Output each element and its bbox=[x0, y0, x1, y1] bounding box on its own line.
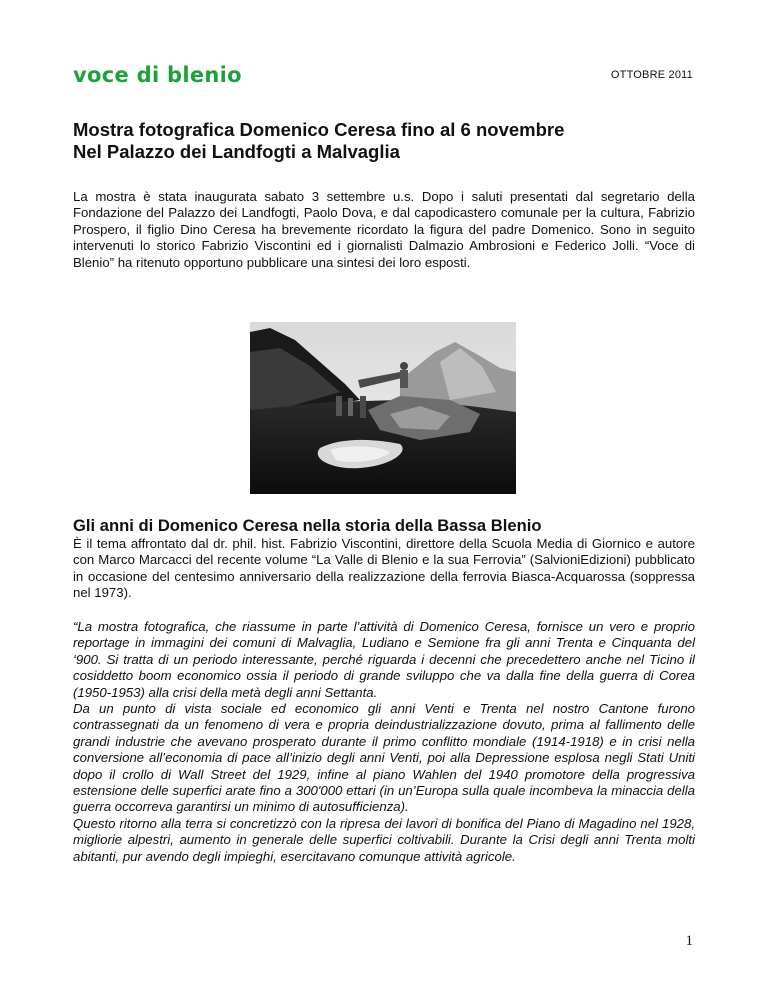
quote-paragraph: “La mostra fotografica, che riassume in parte l’attività di Domenico Ceresa, fornisce un vero e proprio reportage in immagini dei comuni di Malvaglia, Ludiano e Semione fra gli anni Trenta e Cinquanta del ‘900. Si tratta di un periodo interessante, perché riguarda i decenni che precedettero anche nel Ticino il cosiddetto boom economico ossia il periodo di grande sviluppo che va dalla fine della guerra di Corea (1950-1953) alla crisi della metà degli anni Settanta. bbox=[73, 619, 695, 700]
title-line-2: Nel Palazzo dei Landfogti a Malvaglia bbox=[73, 141, 400, 162]
page-number: 1 bbox=[685, 933, 693, 949]
quote-paragraph: Da un punto di vista sociale ed economico gli anni Venti e Trenta nel nostro Cantone furono contrassegnati da un fenomeno di vera e propria deindustrializzazione dovuto, prima al fallimento delle grandi industrie che avevano prosperato durante il primo conflitto mondiale (1914-1918) e in crisi nella conversione all’economia di pace all’inizio degli anni Venti, poi alla Depressione esplosa negli Stati Uniti dopo il crollo di Wall Street del 1929, infine al piano Wahlen del 1940 promotore della progressiva estensione delle superfici arate fino a 300'000 ettari (in un’Europa sulla quale incombeva la minaccia della guerra occorreva garantirsi un minimo di autosufficienza). bbox=[73, 701, 695, 815]
section-intro-paragraph: È il tema affrontato dal dr. phil. hist. Fabrizio Viscontini, direttore della Scuola Media di Giornico e autore con Marco Marcacci del recente volume “La Valle di Blenio e la sua Ferrovia” (SalvioniEdizioni) pubblicato in occasione del centesimo anniversario della realizzazione della ferrovia Biasca-Acquarossa (soppressa nel 1973). bbox=[73, 536, 695, 601]
title-line-1: Mostra fotografica Domenico Ceresa fino al 6 novembre bbox=[73, 119, 565, 140]
intro-paragraph: La mostra è stata inaugurata sabato 3 settembre u.s. Dopo i saluti presentati dal segretario della Fondazione del Palazzo dei Landfogti, Paolo Dova, e dal capodicastero comunale per la cultura, Fabrizio Prospero, il figlio Dino Ceresa ha brevemente ricordato la figura del padre Domenico. Sono in seguito intervenuti lo storico Fabrizio Viscontini ed i giornalisti Dalmazio Ambrosioni e Federico Jolli. “Voce di Blenio” ha ritenuto opportuno pubblicare una sintesi dei loro esposti. bbox=[73, 189, 695, 270]
quote-paragraph: Questo ritorno alla terra si concretizzò con la ripresa dei lavori di bonifica del Piano di Magadino nel 1928, migliorie alpestri, aumento in generale delle superfici coltivabili. Durante la Crisi degli anni Trenta molti abitanti, pur avendo degli impieghi, esercitavano comunque attività agricole. bbox=[73, 815, 695, 864]
quote-block bbox=[73, 619, 695, 865]
article-title bbox=[73, 119, 564, 163]
mountain-photo bbox=[250, 322, 516, 494]
section-heading: Gli anni di Domenico Ceresa nella storia della Bassa Blenio bbox=[73, 516, 542, 535]
issue-date: OTTOBRE 2011 bbox=[610, 69, 693, 81]
masthead-logo: voce di blenio bbox=[73, 63, 242, 87]
